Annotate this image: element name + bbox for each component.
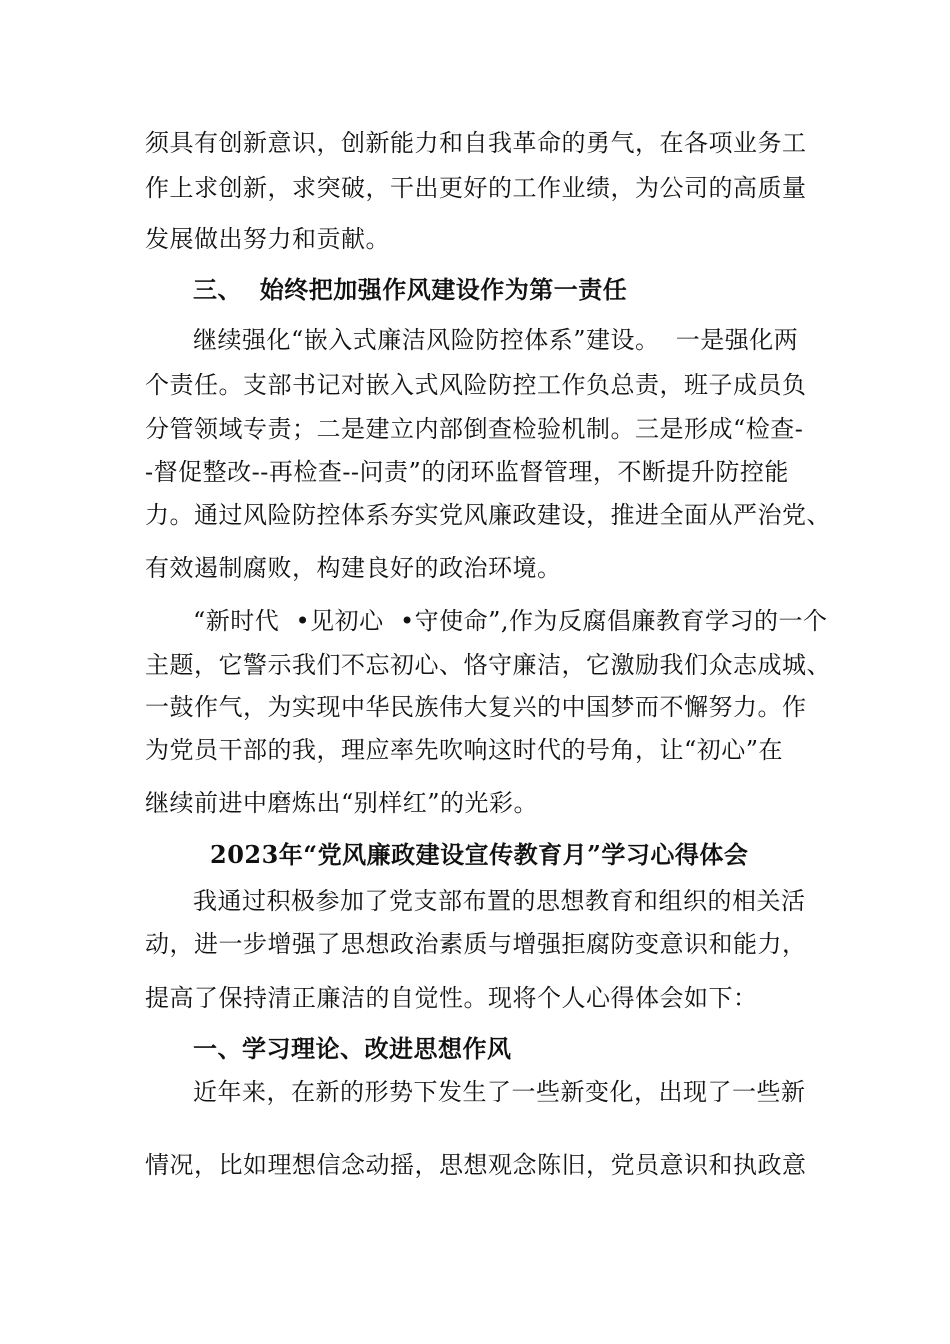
para4-line-3: 提高了保持清正廉洁的自觉性。现将个人心得体会如下： bbox=[145, 984, 758, 1012]
para3-line-4: 为党员干部的我，理应率先吹响这时代的号角，让“初心”在 bbox=[145, 736, 784, 764]
para4-line-1: 我通过积极参加了党支部布置的思想教育和组织的相关活 bbox=[193, 887, 806, 915]
section-3-heading: 三、 始终把加强作风建设作为第一责任 bbox=[193, 275, 628, 304]
para5-line-1: 近年来，在新的形势下发生了一些新变化，出现了一些新 bbox=[193, 1078, 806, 1106]
para3-line-1: “新时代 •见初心 •守使命”,作为反腐倡廉教育学习的一个 bbox=[193, 607, 828, 635]
para2-line-5: 力。通过风险防控体系夯实党风廉政建设，推进全面从严治党、 bbox=[145, 501, 831, 529]
para2-line-4: -督促整改--再检查--问责”的闭环监督管理，不断提升防控能 bbox=[145, 458, 789, 486]
para2-line-2: 个责任。支部书记对嵌入式风险防控工作负总责，班子成员负 bbox=[145, 371, 807, 399]
para5-line-2: 情况，比如理想信念动摇，思想观念陈旧，党员意识和执政意 bbox=[145, 1151, 807, 1179]
para3-line-3: 一鼓作气，为实现中华民族伟大复兴的中国梦而不懈努力。作 bbox=[145, 693, 807, 721]
para3-line-2: 主题，它警示我们不忘初心、恪守廉洁，它激励我们众志成城、 bbox=[145, 651, 831, 679]
para2-line-1: 继续强化“嵌入式廉洁风险防控体系”建设。 一是强化两 bbox=[193, 326, 799, 354]
para4-line-2: 动，进一步增强了思想政治素质与增强拒腐防变意识和能力， bbox=[145, 930, 807, 958]
section-1-heading: 一、学习理论、改进思想作风 bbox=[193, 1034, 512, 1063]
para2-line-6: 有效遏制腐败，构建良好的政治环境。 bbox=[145, 554, 562, 582]
article-title: 2023年“党风廉政建设宣传教育月”学习心得体会 bbox=[210, 840, 749, 869]
para1-line-1: 须具有创新意识，创新能力和自我革命的勇气，在各项业务工 bbox=[145, 129, 807, 157]
para3-line-5: 继续前进中磨炼出“别样红”的光彩。 bbox=[145, 789, 539, 817]
para2-line-3: 分管领域专责；二是建立内部倒查检验机制。三是形成“检查- bbox=[145, 415, 804, 443]
para1-line-3: 发展做出努力和贡献。 bbox=[145, 225, 390, 253]
para1-line-2: 作上求创新，求突破，干出更好的工作业绩，为公司的高质量 bbox=[145, 174, 807, 202]
